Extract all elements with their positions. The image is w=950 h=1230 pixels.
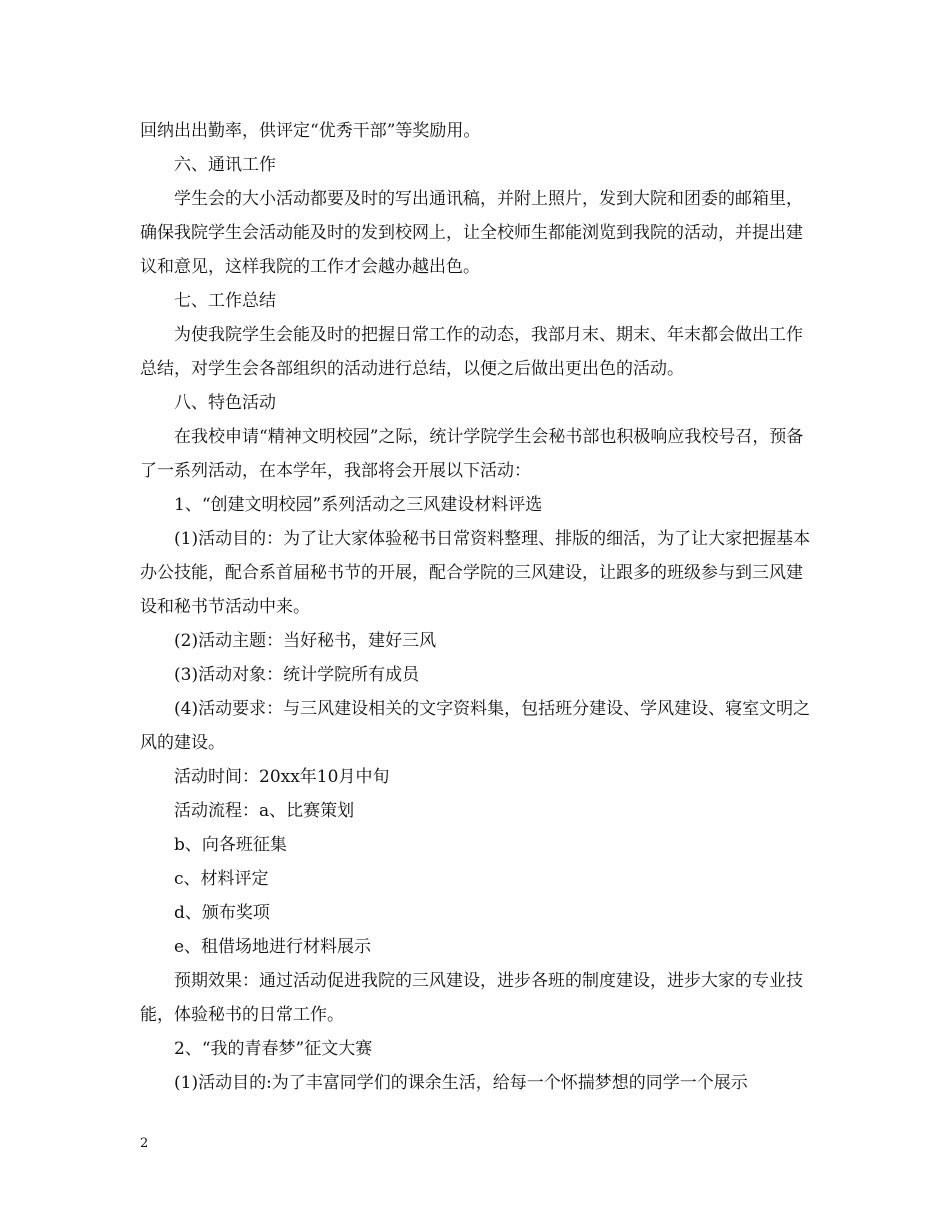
activity-1-theme: (2)活动主题：当好秘书，建好三风 [174,631,437,651]
paragraph-6: 在我校申请“精神文明校园”之际，统计学院学生会秘书部也积极响应我校号召，预备了一系列活动，在本学年，我部将会开展以下活动： [140,427,804,481]
page-number: 2 [140,1136,149,1151]
activity-1-process-e: e、租借场地进行材料展示 [174,937,372,957]
activity-1-requirements: (4)活动要求：与三风建设相关的文字资料集，包括班分建设、学风建设、寝室文明之风的建设。 [140,699,811,753]
activity-1-purpose: (1)活动目的：为了让大家体验秘书日常资料整理、排版的细活，为了让大家把握基本办公技能，配合系首届秘书节的开展，配合学院的三风建设，让跟多的班级参与到三风建设和秘书节活动中来。 [140,529,811,617]
activity-1-target: (3)活动对象：统计学院所有成员 [174,665,420,685]
heading-work-summary: 七、工作总结 [174,291,276,311]
paragraph-4: 为使我院学生会能及时的把握日常工作的动态，我部月末、期末、年末都会做出工作总结，对学生会各部组织的活动进行总结，以便之后做出更出色的活动。 [140,325,803,379]
paragraph-0: 回纳出出勤率，供评定“优秀干部”等奖励用。 [140,121,481,141]
heading-communication-work: 六、通讯工作 [174,155,276,175]
heading-special-activities: 八、特色活动 [174,393,276,413]
activity-1-time: 活动时间：20xx年10月中旬 [174,767,390,787]
activity-1-process-b: b、向各班征集 [174,835,287,855]
document-body [140,114,812,1100]
activity-1-process-a: 活动流程：a、比赛策划 [174,801,355,821]
paragraph-2: 学生会的大小活动都要及时的写出通讯稿，并附上照片，发到大院和团委的邮箱里，确保我院学生会活动能及时的发到校网上，让全校师生都能浏览到我院的活动，并提出建议和意见，这样我院的工作才会越办越出色。 [140,189,803,277]
activity-1-process-d: d、颁布奖项 [174,903,270,923]
activity-1-expected-effect: 预期效果：通过活动促进我院的三风建设，进步各班的制度建设，进步大家的专业技能，体验秘书的日常工作。 [140,971,803,1025]
activity-2-purpose: (1)活动目的:为了丰富同学们的课余生活，给每一个怀揣梦想的同学一个展示 [174,1073,748,1093]
activity-1-process-c: c、材料评定 [174,869,269,889]
activity-2-title: 2、“我的青春梦”征文大赛 [174,1039,373,1059]
activity-1-title: 1、“创建文明校园”系列活动之三风建设材料评选 [174,495,543,515]
